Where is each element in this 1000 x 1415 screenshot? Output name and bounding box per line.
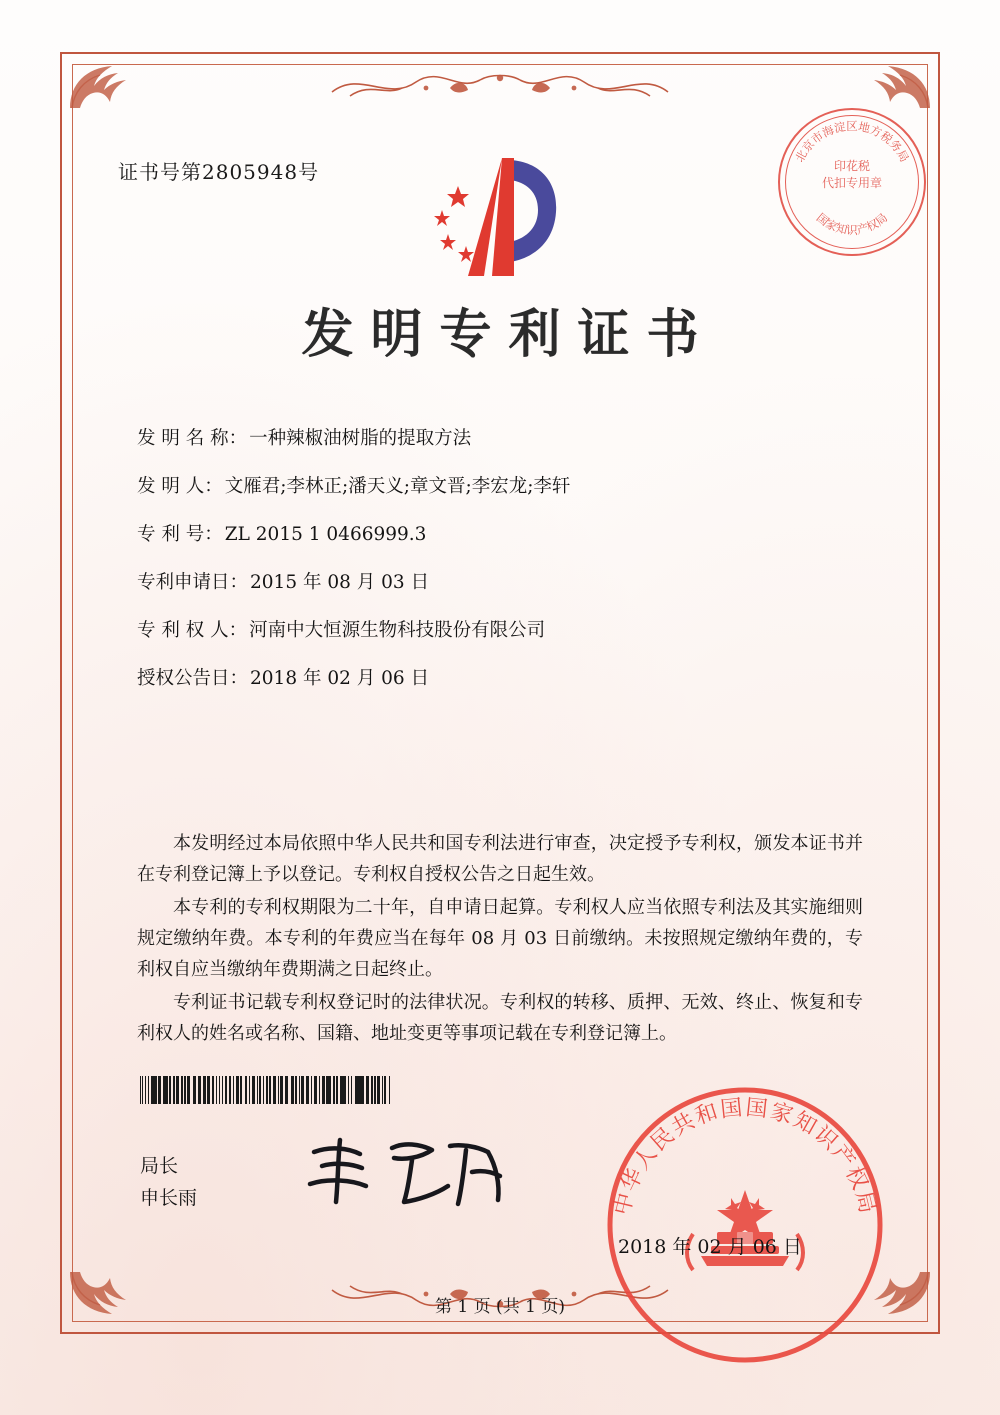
field-patent-number [137, 520, 867, 546]
page-title: 发明专利证书 [301, 304, 716, 365]
body-text [137, 828, 863, 1051]
body-paragraph-3: 专利证书记载专利权登记时的法律状况。专利权的转移、质押、无效、终止、恢复和专利权人的姓名或名称、国籍、地址变更等事项记载在专利登记簿上。 [137, 992, 863, 1044]
issue-date: 2018 年 02 月 06 日 [618, 1236, 802, 1258]
corner-ornament-icon [860, 58, 934, 112]
body-paragraph-2: 本专利的专利权期限为二十年，自申请日起算。专利权人应当依照专利法及其实施细则规定缴纳年费。本专利的年费应当在每年 08 月 03 日前缴纳。未按照规定缴纳年费的，专利权自应当缴纳年费期满之日起终止。 [137, 897, 863, 980]
field-invention-title [137, 424, 867, 450]
certificate-number: 证书号第2805948号 [118, 160, 320, 184]
field-patentee [137, 616, 867, 642]
corner-ornament-icon [66, 58, 140, 112]
handwritten-signature-icon [300, 1132, 520, 1212]
field-inventors [137, 472, 867, 498]
tax-stamp [778, 108, 926, 256]
official-seal [600, 1080, 890, 1370]
director-name-label: 申长雨 [140, 1187, 198, 1209]
svg-text:中华人民共和国国家知识产权局: 中华人民共和国国家知识产权局 [609, 1095, 881, 1218]
field-label: 专 利 权 人： [137, 620, 248, 641]
stamp-center-text [780, 158, 924, 192]
field-label: 发 明 人： [137, 476, 223, 497]
field-grant-announcement-date [137, 664, 867, 690]
field-value: 河南中大恒源生物科技股份有限公司 [249, 620, 546, 641]
signature-label-block [140, 1150, 197, 1214]
field-list [137, 424, 867, 712]
stamp-center-line1: 印花税 [833, 159, 870, 173]
field-application-date [137, 568, 867, 594]
field-value: 2018 年 02 月 06 日 [250, 668, 430, 689]
svg-text:北京市海淀区地方税务局: 北京市海淀区地方税务局 [792, 119, 912, 165]
body-paragraph-1: 本发明经过本局依照中华人民共和国专利法进行审查，决定授予专利权，颁发本证书并在专利登记簿上予以登记。专利权自授权公告之日起生效。 [137, 833, 863, 885]
stamp-center-line2: 代扣专用章 [821, 176, 882, 190]
field-value: 文雁君;李林正;潘天义;章文晋;李宏龙;李轩 [224, 476, 571, 497]
field-value: 2015 年 08 月 03 日 [250, 572, 430, 593]
field-value: ZL 2015 1 0466999.3 [224, 524, 427, 545]
page-number: 第 1 页 (共 1 页) [435, 1297, 565, 1317]
top-flourish-icon [330, 62, 670, 106]
svg-text:国家知识产权局: 国家知识产权局 [813, 210, 891, 237]
field-label: 授权公告日： [137, 668, 249, 689]
cnipa-logo-icon [418, 150, 578, 280]
barcode [140, 1076, 390, 1104]
field-label: 发 明 名 称： [137, 428, 248, 449]
director-role-label: 局长 [140, 1155, 179, 1177]
field-label: 专 利 号： [137, 524, 223, 545]
field-label: 专利申请日： [137, 572, 249, 593]
field-value: 一种辣椒油树脂的提取方法 [249, 428, 472, 449]
